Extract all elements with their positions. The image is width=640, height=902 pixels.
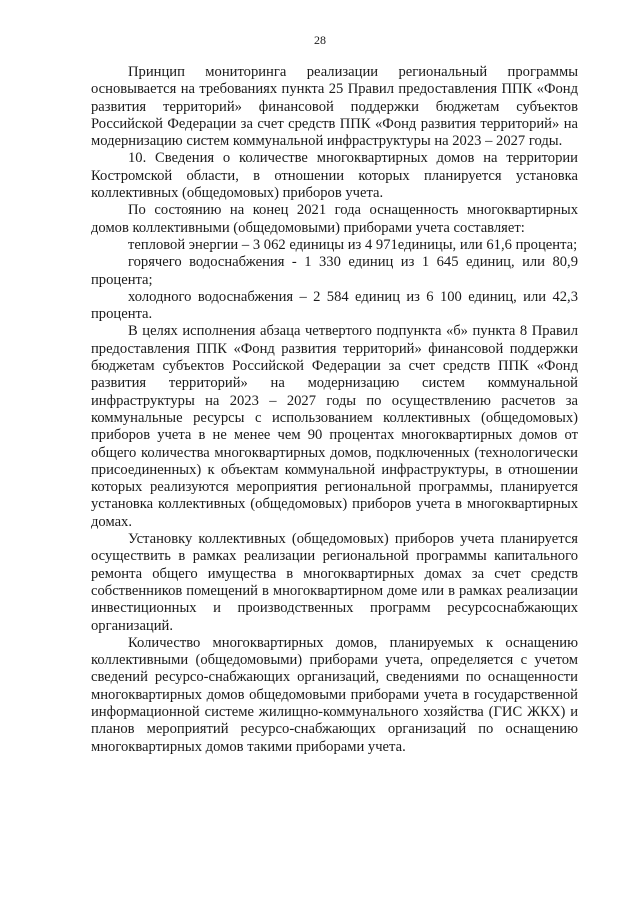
paragraph-monitoring-principle: Принцип мониторинга реализации региональный программы основывается на требованиях пункта 25 Правил предоставления ППК «Фонд развития территорий» финансовой поддержки бюджетам субъектов Российской Федерации за счет средств ППК «Фонд развития территорий» на модернизацию систем коммунальной инфраструктуры на 2023 – 2027 годы. xyxy=(91,64,578,150)
paragraph-installation-plan: Установку коллективных (общедомовых) приборов учета планируется осуществить в рамках реализации региональной программы капитального ремонта общего имущества в многоквартирных домах за счет средств собственников помещений в многоквартирном доме или в рамках реализации инвестиционных и производственных программ ресурсоснабжающих организаций. xyxy=(91,531,578,634)
paragraph-cold-water: холодного водоснабжения – 2 584 единиц из 6 100 единиц, или 42,3 процента. xyxy=(91,288,578,323)
paragraph-heat-energy: тепловой энергии – 3 062 единицы из 4 971единицы, или 61,6 процента; xyxy=(128,236,578,253)
page-number: 28 xyxy=(314,33,326,47)
paragraph-equipment-status: По состоянию на конец 2021 года оснащенность многоквартирных домов коллективными (общедомовыми) приборами учета составляет: xyxy=(91,202,578,236)
paragraph-section-10-heading: 10. Сведения о количестве многоквартирных домов на территории Костромской области, в отношении которых планируется установка коллективных (общедомовых) приборов учета. xyxy=(91,150,578,202)
document-body xyxy=(91,64,578,756)
paragraph-hot-water: горячего водоснабжения - 1 330 единиц из 1 645 единиц, или 80,9 процента; xyxy=(91,254,578,288)
paragraph-rules-execution: В целях исполнения абзаца четвертого подпункта «б» пункта 8 Правил предоставления ППК «Фонд развития территорий» финансовой поддержки бюджетам субъектов Российской Федерации за счет средств ППК «Фонд развития территорий» на модернизацию систем коммунальной инфраструктуры на 2023 – 2027 годы по осуществлению расчетов за коммунальные ресурсы с использованием коллективных (общедомовых) приборов учета в не менее чем 90 процентах многоквартирных домов от общего количества многоквартирных домов, подключенных (технологически присоединенных) к объектам коммунальной инфраструктуры, в отношении которых реализуются мероприятия региональной программы, планируется установка коллективных (общедомовых) приборов учета в многоквартирных домах. xyxy=(91,323,578,530)
paragraph-quantity-determination: Количество многоквартирных домов, планируемых к оснащению коллективными (общедомовыми) приборами учета, определяется с учетом сведений ресурсо-снабжающих организаций, сведениями по оснащенности многоквартирных домов общедомовыми приборами учета в государственной информационной системе жилищно-коммунального хозяйства (ГИС ЖКХ) и планов мероприятий ресурсо-снабжающих организаций по оснащению многоквартирных домов такими приборами учета. xyxy=(91,634,578,755)
